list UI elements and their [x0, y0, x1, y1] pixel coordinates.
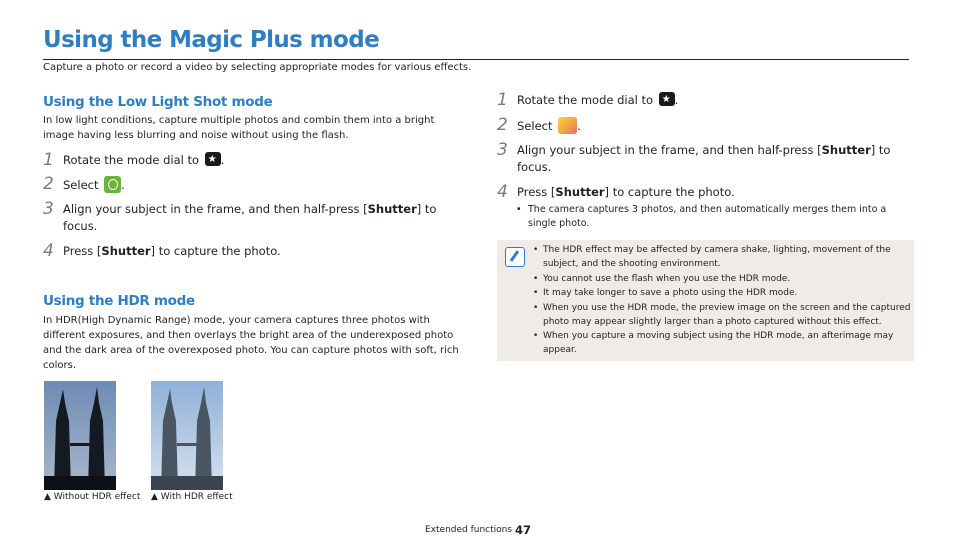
note-item: • You cannot use the flash when you use the HDR mode.	[533, 272, 918, 286]
page-intro: Capture a photo or record a video by selecting appropriate modes for various effects.	[43, 62, 472, 73]
step-text: Select .	[517, 119, 581, 133]
photo-with-hdr	[151, 381, 223, 490]
low-light-desc-line: image having less blurring and noise without using the flash.	[43, 130, 349, 141]
step-text: Select .	[63, 178, 125, 192]
caption-without-hdr: ▲ Without HDR effect	[44, 492, 141, 502]
step-text: Rotate the mode dial to ★ .	[63, 152, 458, 169]
hdr-icon	[558, 117, 577, 134]
hdr-desc-line: different exposures, and then overlays the bright area of the underexposed photo	[43, 330, 454, 341]
hdr-step-4-bullet: • The camera captures 3 photos, and then automatically merges them into a single photo.	[516, 203, 914, 231]
hdr-desc-line: colors.	[43, 360, 77, 371]
step-number: 3	[43, 199, 54, 219]
page-title: Using the Magic Plus mode	[43, 27, 380, 53]
low-light-step-1	[43, 152, 458, 169]
camera-star-icon	[205, 152, 221, 166]
step-number: 2	[43, 174, 54, 194]
photo-without-hdr	[44, 381, 116, 490]
note-item: • When you use the HDR mode, the preview image on the screen and the captured photo may appear slightly larger than a photo captured without this effect.	[533, 301, 918, 329]
step-number: 4	[43, 241, 54, 261]
note-item: • It may take longer to save a photo using the HDR mode.	[533, 286, 918, 300]
note-item: • The HDR effect may be affected by camera shake, lighting, movement of the subject, and the shooting environment.	[533, 243, 918, 271]
low-light-step-2	[43, 176, 458, 194]
step-text: Press [Shutter] to capture the photo.	[517, 185, 735, 199]
hdr-heading: Using the HDR mode	[43, 293, 195, 309]
step-number: 2	[497, 115, 508, 135]
camera-star-icon	[659, 92, 675, 106]
hdr-desc-line: In HDR(High Dynamic Range) mode, your camera captures three photos with	[43, 315, 430, 326]
note-item: • When you capture a moving subject using the HDR mode, an afterimage may appear.	[533, 329, 918, 357]
low-light-step-3	[43, 201, 458, 235]
low-light-heading: Using the Low Light Shot mode	[43, 94, 273, 110]
step-number: 1	[497, 90, 508, 110]
hdr-step-1	[497, 92, 912, 109]
low-light-step-4	[43, 243, 458, 260]
hdr-step-4	[497, 184, 912, 201]
title-divider	[43, 59, 909, 60]
hdr-step-2	[497, 117, 912, 135]
step-number: 1	[43, 150, 54, 170]
low-light-desc-line: In low light conditions, capture multiple photos and combin them into a bright	[43, 115, 435, 126]
pencil-note-icon	[505, 247, 525, 267]
low-light-shot-icon	[104, 176, 121, 193]
low-light-description	[43, 113, 458, 143]
hdr-description	[43, 313, 463, 373]
hdr-step-3	[497, 142, 912, 176]
step-text: Press [Shutter] to capture the photo.	[63, 244, 281, 258]
step-number: 4	[497, 182, 508, 202]
step-text: Align your subject in the frame, and then half-press [Shutter] to focus.	[517, 143, 891, 174]
step-text: Rotate the mode dial to ★ .	[517, 92, 912, 109]
step-number: 3	[497, 140, 508, 160]
hdr-desc-line: and the dark area of the overexposed photo. You can capture photos with soft, rich	[43, 345, 459, 356]
step-text: Align your subject in the frame, and then half-press [Shutter] to focus.	[63, 202, 437, 233]
page-number: 47	[515, 523, 532, 537]
footer-section-label: Extended functions	[425, 525, 513, 535]
caption-with-hdr: ▲ With HDR effect	[151, 492, 233, 502]
